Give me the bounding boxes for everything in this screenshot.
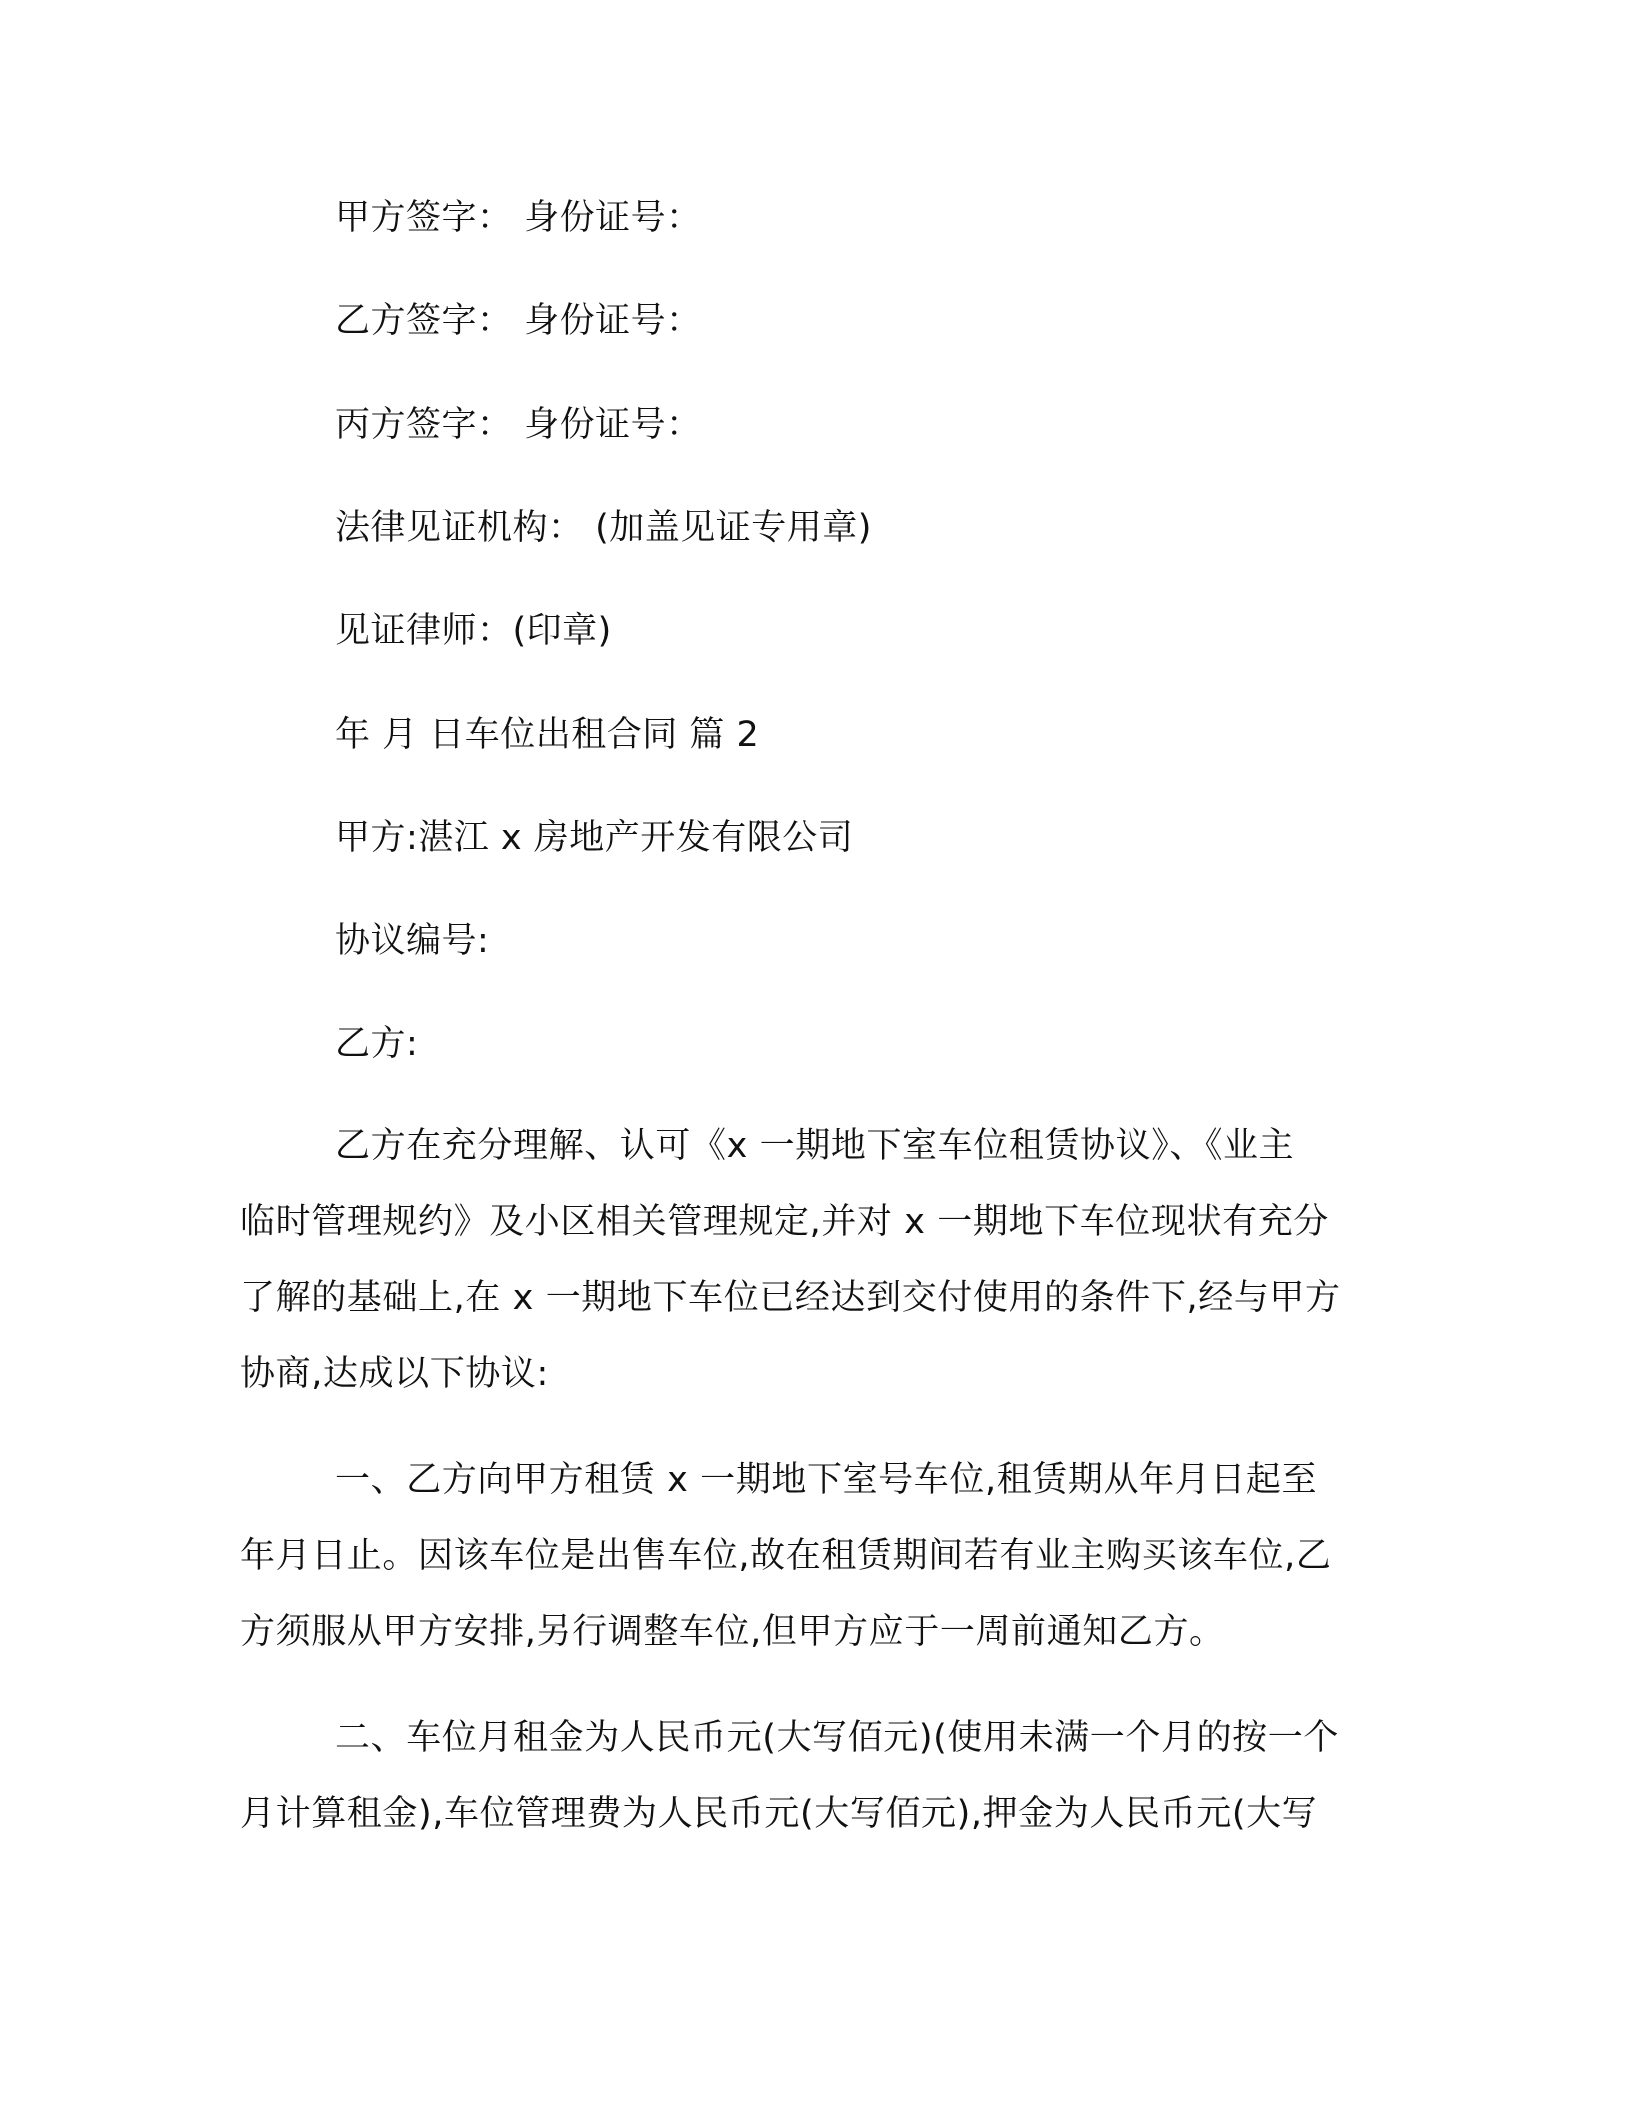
paragraph-line: 一、乙方向甲方租赁 x 一期地下室号车位,租赁期从年月日起至 — [335, 1460, 1318, 1500]
paragraph-line: 二、车位月租金为人民币元(大写佰元)(使用未满一个月的按一个 — [335, 1718, 1339, 1758]
witness-organization-line: 法律见证机构： (加盖见证专用章) — [335, 508, 872, 548]
section-heading: 年 月 日车位出租合同 篇 2 — [335, 715, 760, 755]
party-c-signature-line: 丙方签字： 身份证号： — [335, 405, 702, 445]
party-a-signature-line: 甲方签字： 身份证号： — [335, 198, 702, 238]
party-b-signature-line: 乙方签字： 身份证号： — [335, 301, 702, 341]
paragraph-line: 年月日止。因该车位是出售车位,故在租赁期间若有业主购买该车位,乙 — [240, 1536, 1332, 1576]
paragraph-line: 协商,达成以下协议: — [240, 1354, 549, 1394]
paragraph-line: 月计算租金),车位管理费为人民币元(大写佰元),押金为人民币元(大写 — [240, 1794, 1318, 1834]
paragraph-line: 方须服从甲方安排,另行调整车位,但甲方应于一周前通知乙方。 — [240, 1612, 1225, 1652]
party-a-line: 甲方:湛江 x 房地产开发有限公司 — [335, 818, 854, 858]
paragraph-line: 了解的基础上,在 x 一期地下车位已经达到交付使用的条件下,经与甲方 — [240, 1278, 1341, 1318]
clause-one-paragraph — [240, 1442, 1390, 1670]
agreement-number-line: 协议编号: — [335, 921, 490, 961]
paragraph-line: 乙方在充分理解、认可《x 一期地下室车位租赁协议》、《业主 — [335, 1126, 1295, 1166]
intro-paragraph — [240, 1108, 1390, 1412]
clause-two-paragraph — [240, 1700, 1390, 1852]
party-b-line: 乙方: — [335, 1024, 419, 1064]
witness-lawyer-line: 见证律师：(印章) — [335, 611, 612, 651]
paragraph-line: 临时管理规约》及小区相关管理规定,并对 x 一期地下车位现状有充分 — [240, 1202, 1329, 1242]
